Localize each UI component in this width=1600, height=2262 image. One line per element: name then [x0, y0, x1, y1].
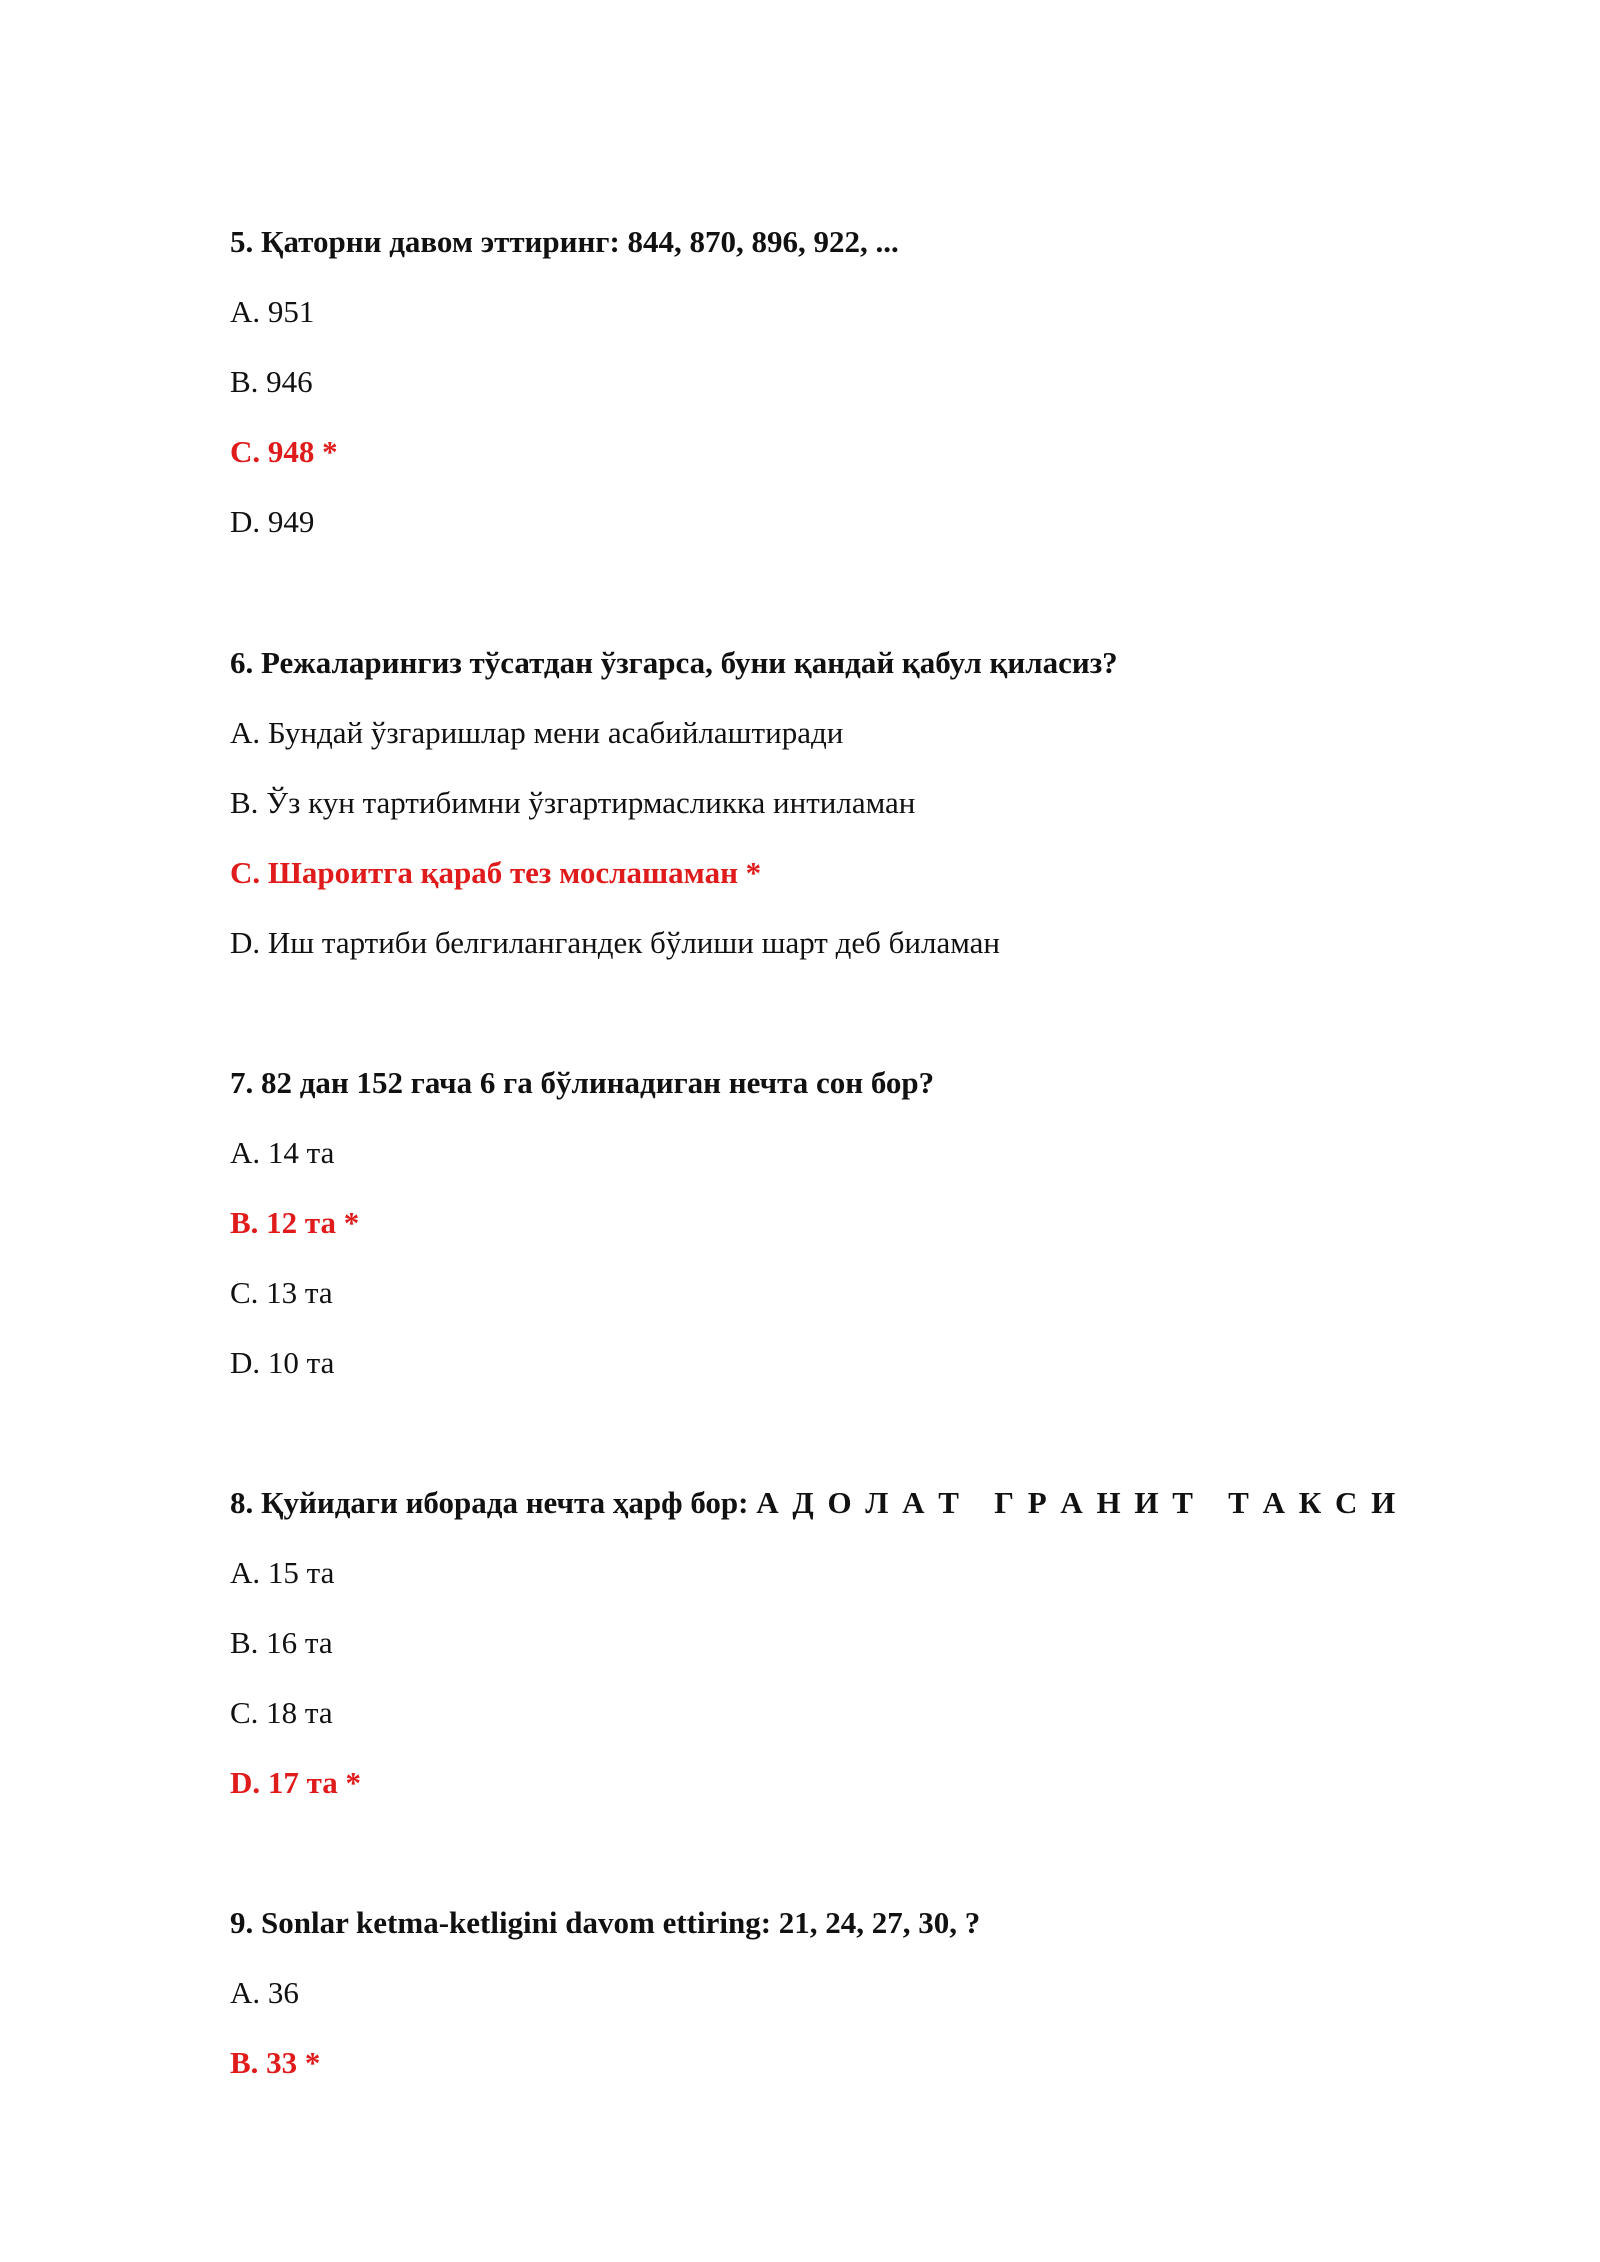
- question-6-text: 6. Режаларингиз тўсатдан ўзгарса, буни қандай қабул қиласиз?: [230, 645, 1118, 680]
- question-7-option-b-correct: B. 12 та *: [230, 1205, 360, 1240]
- question-5-option-d: D. 949: [230, 504, 315, 539]
- question-7-text: 7. 82 дан 152 гача 6 га бўлинадиган нечта сон бор?: [230, 1065, 935, 1100]
- question-6-option-b: B. Ўз кун тартибимни ўзгартирмасликка интиламан: [230, 785, 916, 820]
- question-5-option-b: B. 946: [230, 364, 313, 399]
- question-8-letters: А Д О Л А Т Г Р А Н И Т Т А К С И: [756, 1485, 1399, 1520]
- question-9-text: 9. Sonlar ketma-ketligini davom ettiring: 21, 24, 27, 30, ?: [230, 1905, 981, 1940]
- question-block-5: [230, 223, 1430, 541]
- question-6-option-c-correct: C. Шароитга қараб тез мослашаман *: [230, 855, 762, 890]
- question-9-option-b-correct: B. 33 *: [230, 2045, 321, 2080]
- question-7-option-c: C. 13 та: [230, 1275, 333, 1310]
- question-8-option-a: A. 15 та: [230, 1555, 335, 1590]
- question-5-option-c-correct: C. 948 *: [230, 434, 338, 469]
- question-7-option-a: A. 14 та: [230, 1135, 335, 1170]
- question-5-option-a: A. 951: [230, 294, 315, 329]
- question-8-option-d-correct: D. 17 та *: [230, 1765, 361, 1800]
- question-8-option-b: B. 16 та: [230, 1625, 333, 1660]
- question-block-8: [230, 1484, 1430, 1802]
- question-9-option-a: A. 36: [230, 1975, 299, 2010]
- question-6-option-a: A. Бундай ўзгаришлар мени асабийлаштиради: [230, 715, 844, 750]
- question-6-option-d: D. Иш тартиби белгилангандек бўлиши шарт деб биламан: [230, 925, 1001, 960]
- question-7-option-d: D. 10 та: [230, 1345, 335, 1380]
- question-8-option-c: C. 18 та: [230, 1695, 333, 1730]
- question-block-6: [230, 644, 1430, 962]
- question-8-text: [230, 1484, 1430, 1522]
- question-5-text: 5. Қаторни давом эттиринг: 844, 870, 896, 922, ...: [230, 224, 899, 259]
- question-block-7: [230, 1064, 1430, 1382]
- question-block-9: [230, 1904, 1430, 2082]
- question-8-prompt: 8. Қуйидаги иборада нечта ҳарф бор:: [230, 1485, 757, 1520]
